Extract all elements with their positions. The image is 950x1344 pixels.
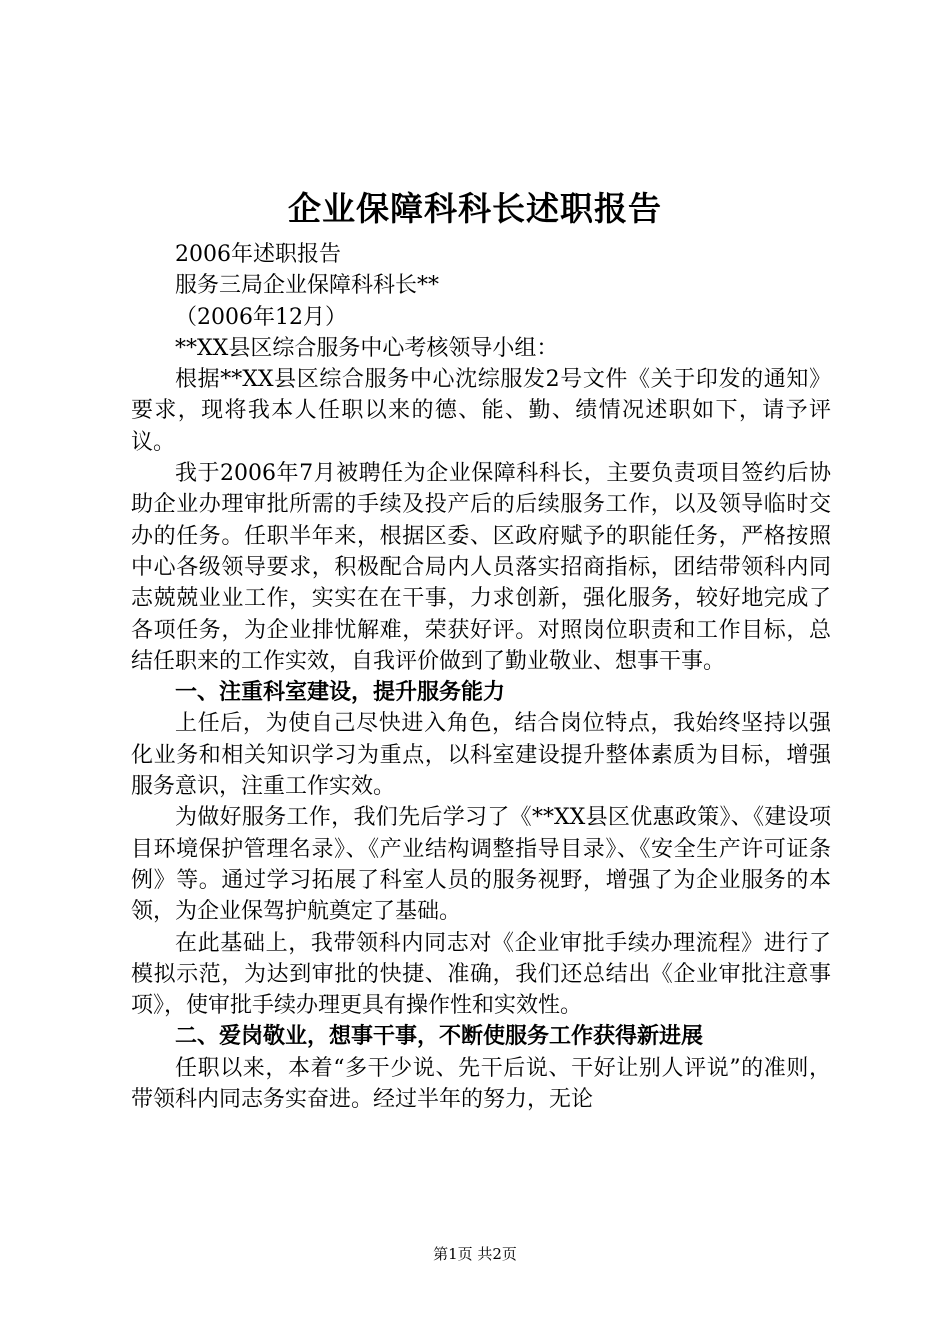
section-1-paragraph: 上任后，为使自己尽快进入角色，结合岗位特点，我始终坚持以强化业务和相关知识学习为重点，以科室建设提升整体素质为目标，增强服务意识，注重工作实效。 [131, 711, 831, 800]
page-footer: 第1页 共2页 [433, 1245, 517, 1263]
date-line: （2006年12月） [175, 304, 347, 330]
author-line: 服务三局企业保障科科长** [175, 273, 440, 299]
salutation: **XX县区综合服务中心考核领导小组： [175, 335, 559, 361]
intro-paragraph: 根据**XX县区综合服务中心沈综服发2号文件《关于印发的通知》要求，现将我本人任职以来的德、能、勤、绩情况述职如下，请予评议。 [131, 367, 831, 455]
summary-paragraph: 我于2006年7月被聘任为企业保障科科长，主要负责项目签约后协助企业办理审批所需的手续及投产后的后续服务工作，以及领导临时交办的任务。任职半年来，根据区委、区政府赋予的职能任务，严格按照中心各级领导要求，积极配合局内人员落实招商指标，团结带领科内同志兢兢业业工作，实实在在干事，力求创新，强化服务，较好地完成了各项任务，为企业排忧解难，荣获好评。对照岗位职责和工作目标，总结任职来的工作实效，自我评价做到了勤业敬业、想事干事。 [131, 461, 831, 674]
section-2-heading: 二、爱岗敬业，想事干事，不断使服务工作获得新进展 [175, 1024, 704, 1050]
section-1-heading: 一、注重科室建设，提升服务能力 [175, 680, 506, 706]
section-1-paragraph: 在此基础上，我带领科内同志对《企业审批手续办理流程》进行了模拟示范，为达到审批的快捷、准确，我们还总结出《企业审批注意事项》，使审批手续办理更具有操作性和实效性。 [131, 930, 831, 1019]
section-1-paragraph: 为做好服务工作，我们先后学习了《**XX县区优惠政策》、《建设项目环境保护管理名录》、《产业结构调整指导目录》、《安全生产许可证条例》等。通过学习拓展了科室人员的服务视野，增强了为企业服务的本领，为企业保驾护航奠定了基础。 [131, 805, 831, 925]
document-title: 企业保障科科长述职报告 [288, 189, 662, 228]
report-year-line: 2006年述职报告 [175, 242, 341, 267]
section-2-paragraph: 任职以来，本着“多干少说、先干后说、干好让别人评说”的准则，带领科内同志务实奋进。经过半年的努力，无论 [131, 1055, 831, 1113]
document-body [131, 239, 831, 1115]
